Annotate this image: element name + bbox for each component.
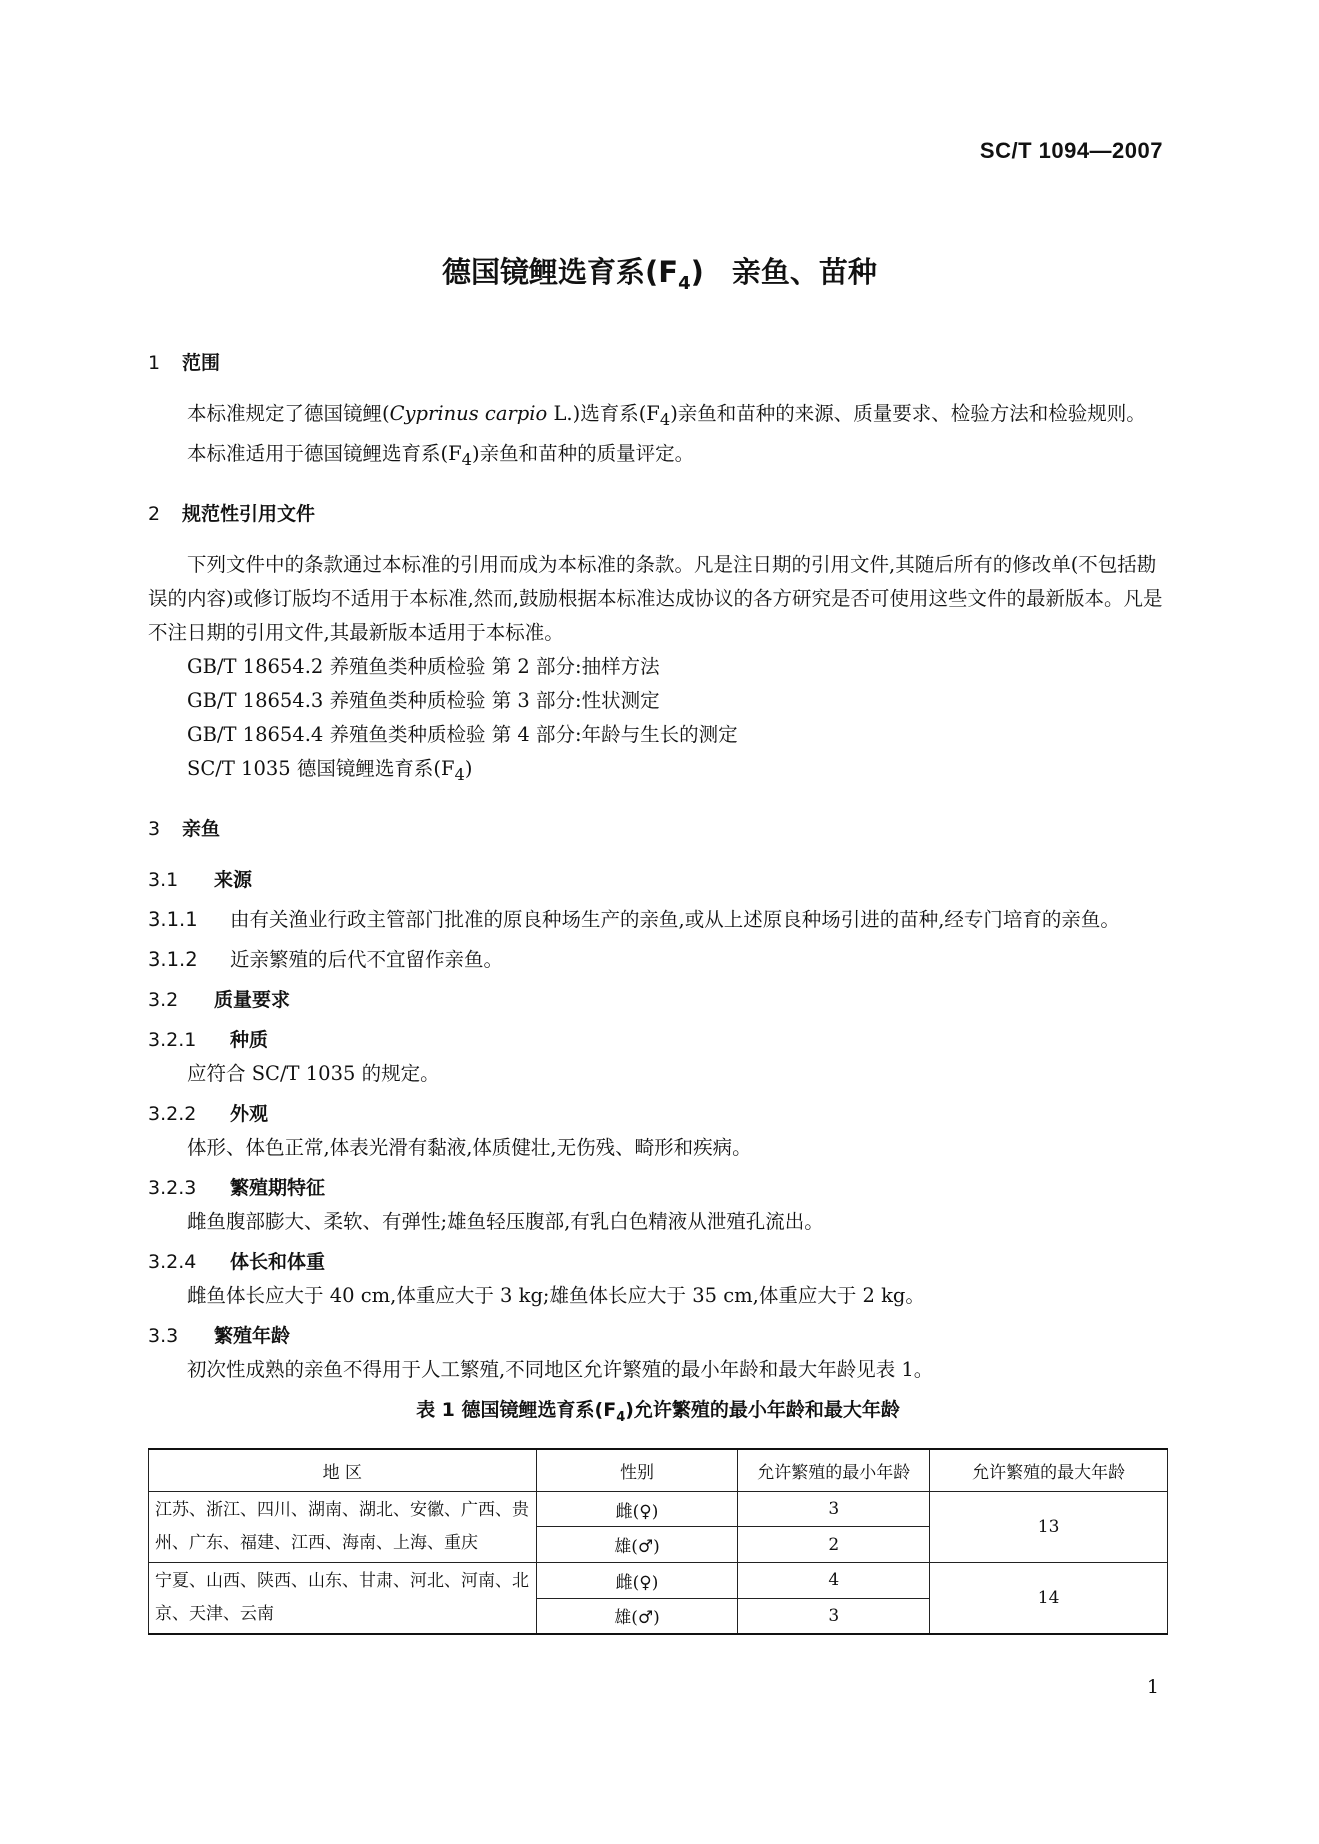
page-number: 1 [1146, 1676, 1159, 1698]
title-close: ) [690, 255, 704, 289]
clause-3-2-2-text: 体形、体色正常,体表光滑有黏液,体质健壮,无伤残、畸形和疾病。 [187, 1135, 752, 1159]
section-number: 1 [148, 352, 161, 374]
clause-3-2-3-heading: 3.2.3 繁殖期特征 [148, 1176, 326, 1199]
section-2-heading [148, 499, 1168, 526]
column-header: 允许繁殖的最大年龄 [930, 1449, 1168, 1491]
standard-code: SC/T 1094—2007 [979, 138, 1163, 163]
clause-3-1-1: 3.1.1 由有关渔业行政主管部门批准的原良种场生产的亲鱼,或从上述原良种场引进的苗种,经专门培育的亲鱼。 [148, 907, 1120, 931]
clause-3-3-text: 初次性成熟的亲鱼不得用于人工繁殖,不同地区允许繁殖的最小年龄和最大年龄见表 1。 [187, 1357, 934, 1381]
table-row [149, 1491, 1168, 1527]
reference-item: SC/T 1035 德国镜鲤选育系$(F_4)$ [187, 756, 473, 784]
clause-3-2-4-heading: 3.2.4 体长和体重 [148, 1250, 326, 1273]
section-number: 3 [148, 817, 161, 840]
section-3-3-heading: 3.3 繁殖年龄 [148, 1324, 291, 1347]
section-3-1-heading: 3.1 来源 [148, 868, 253, 891]
max-age-cell: 14 [930, 1562, 1168, 1634]
clause-3-2-2-heading: 3.2.2 外观 [148, 1102, 269, 1125]
reference-item: GB/T 18654.3 养殖鱼类种质检验 第 3 部分:性状测定 [187, 688, 660, 712]
sex-cell: 雄(♂) [536, 1527, 738, 1563]
clause-3-2-1-heading: 3.2.1 种质 [148, 1028, 269, 1051]
clause-3-2-1-text: 应符合 SC/T 1035 的规定。 [187, 1061, 440, 1085]
column-header: 地 区 [149, 1449, 537, 1491]
title-main: 德国镜鲤选育系(F [442, 255, 679, 289]
clause-3-2-4-text: 雌鱼体长应大于 40 cm,体重应大于 3 kg;雄鱼体长应大于 35 cm,体重应大于 2 kg。 [187, 1283, 925, 1307]
section-1-heading [148, 348, 1168, 375]
column-header: 允许繁殖的最小年龄 [738, 1449, 930, 1491]
sex-cell: 雌(♀) [536, 1562, 738, 1598]
title-subscript: 4 [678, 272, 691, 294]
section-title: 规范性引用文件 [182, 502, 316, 525]
breeding-age-table [148, 1448, 1168, 1635]
reference-item: GB/T 18654.4 养殖鱼类种质检验 第 4 部分:年龄与生长的测定 [187, 722, 738, 746]
section-number: 2 [148, 502, 161, 525]
reference-item: GB/T 18654.2 养殖鱼类种质检验 第 2 部分:抽样方法 [187, 654, 660, 678]
section-title: 亲鱼 [182, 817, 221, 840]
references-intro: 下列文件中的条款通过本标准的引用而成为本标准的条款。凡是注日期的引用文件,其随后所有的修改单(不包括勘误的内容)或修订版均不适用于本标准,然而,鼓励根据本标准达成协议的各方研究是否可使用这些文件的最新版本。凡是不注日期的引用文件,其最新版本适用于本标准。 [148, 552, 1163, 644]
clause-3-1-2: 3.1.2 近亲繁殖的后代不宜留作亲鱼。 [148, 947, 504, 971]
clause-3-2-3-text: 雌鱼腹部膨大、柔软、有弹性;雄鱼轻压腹部,有乳白色精液从泄殖孔流出。 [187, 1209, 824, 1233]
min-age-cell: 3 [738, 1491, 930, 1527]
min-age-cell: 4 [738, 1562, 930, 1598]
scope-paragraph-2: 本标准适用于德国镜鲤选育系$(F_4)$亲鱼和苗种的质量评定。 [187, 441, 695, 469]
section-title: 范围 [182, 352, 221, 374]
document-title [0, 250, 1319, 294]
section-3-heading [148, 814, 1168, 841]
table-row [149, 1562, 1168, 1598]
title-suffix: 亲鱼、苗种 [731, 255, 877, 289]
table-1-caption: 表 1 德国镜鲤选育系$(F_4)$允许繁殖的最小年龄和最大年龄 [416, 1398, 900, 1425]
section-3-2-heading: 3.2 质量要求 [148, 988, 291, 1011]
reference-list [148, 650, 1168, 792]
min-age-cell: 3 [738, 1598, 930, 1634]
latin-name: Cyprinus carpio [389, 402, 548, 425]
column-header: 性别 [536, 1449, 738, 1491]
table-header-row [149, 1449, 1168, 1491]
region-cell: 宁夏、山西、陕西、山东、甘肃、河北、河南、北京、天津、云南 [149, 1562, 537, 1634]
scope-paragraph-1: 本标准规定了德国镜鲤(Cyprinus carpio L.)选育系$(F_4)$亲鱼和苗种的来源、质量要求、检验方法和检验规则。 [187, 402, 1146, 429]
region-cell: 江苏、浙江、四川、湖南、湖北、安徽、广西、贵州、广东、福建、江西、海南、上海、重庆 [149, 1491, 537, 1562]
min-age-cell: 2 [738, 1527, 930, 1563]
max-age-cell: 13 [930, 1491, 1168, 1562]
sex-cell: 雄(♂) [536, 1598, 738, 1634]
document-body [148, 348, 1168, 1635]
sex-cell: 雌(♀) [536, 1491, 738, 1527]
